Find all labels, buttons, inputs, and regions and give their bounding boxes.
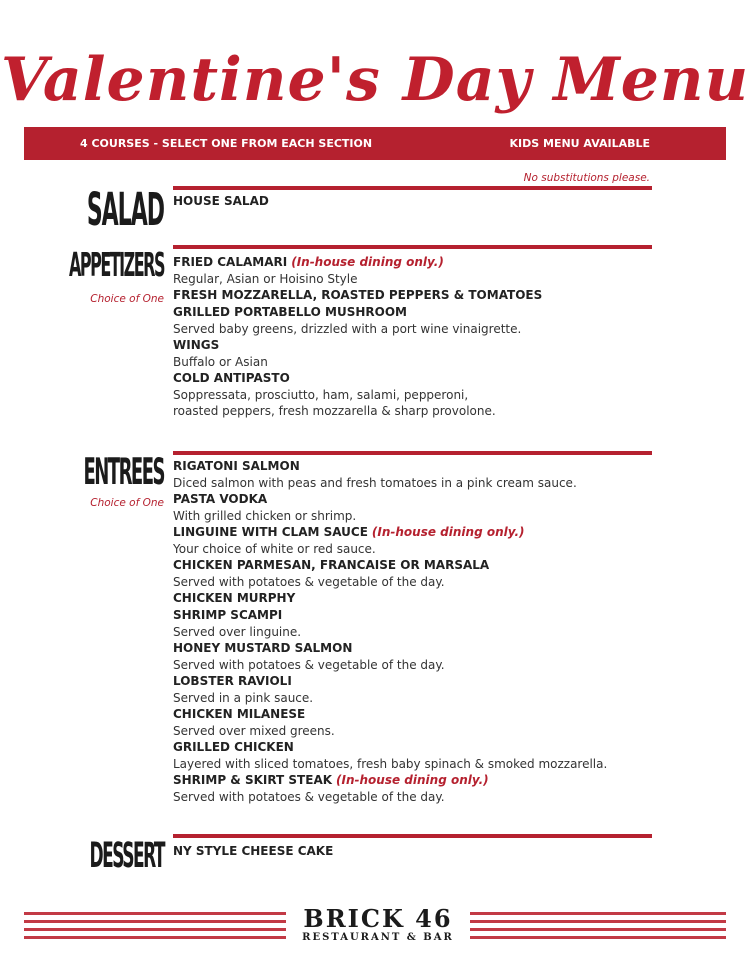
dessert-label: DESSERT (89, 836, 164, 877)
salad-divider (173, 186, 652, 190)
menu-item-desc: Buffalo or Asian (173, 355, 268, 369)
dining-note: (In-house dining only.) (371, 525, 525, 539)
stripe (470, 920, 726, 923)
menu-item-desc: Regular, Asian or Hoisino Style (173, 272, 358, 286)
menu-item-name: HOUSE SALAD (173, 194, 269, 208)
menu-item-desc: Served over mixed greens. (173, 724, 335, 738)
menu-item-desc: roasted peppers, fresh mozzarella & sharp provolone. (173, 404, 496, 418)
entrees-divider (173, 451, 652, 455)
menu-item-desc: Soppressata, prosciutto, ham, salami, pepperoni, (173, 388, 469, 402)
menu-item-name: HONEY MUSTARD SALMON (173, 641, 353, 655)
appetizers-choice: Choice of One (90, 293, 164, 305)
no-substitutions-note: No substitutions please. (523, 172, 650, 184)
logo-subtitle: RESTAURANT & BAR (302, 932, 454, 943)
appetizers-label: APPETIZERS (68, 245, 164, 284)
menu-item-desc: Served with potatoes & vegetable of the day. (173, 658, 445, 672)
menu-item-desc: With grilled chicken or shrimp. (173, 509, 357, 523)
appetizers-items (173, 254, 653, 419)
menu-item-name: CHICKEN MURPHY (173, 591, 296, 605)
menu-item-name: SHRIMP SCAMPI (173, 608, 283, 622)
dining-note: (In-house dining only.) (291, 255, 444, 269)
menu-item-desc: Layered with sliced tomatoes, fresh baby spinach & smoked mozzarella. (173, 757, 608, 771)
kids-menu-info: KIDS MENU AVAILABLE (509, 137, 650, 150)
menu-item-name: NY STYLE CHEESE CAKE (173, 844, 334, 858)
menu-item-desc: Your choice of white or red sauce. (173, 542, 376, 556)
menu-item-name: CHICKEN PARMESAN, FRANCAISE OR MARSALA (173, 558, 490, 572)
menu-item-name: FRESH MOZZARELLA, ROASTED PEPPERS & TOMATOES (173, 288, 543, 302)
menu-item-desc: Served with potatoes & vegetable of the day. (173, 790, 445, 804)
menu-item-name: GRILLED CHICKEN (173, 740, 294, 754)
stripe (470, 928, 726, 931)
menu-item-desc: Served over linguine. (173, 625, 302, 639)
menu-item-name: PASTA VODKA (173, 492, 268, 506)
menu-item-name: COLD ANTIPASTO (173, 371, 290, 385)
brick46-logo (290, 906, 466, 944)
menu-item-name: RIGATONI SALMON (173, 459, 300, 473)
salad-label: SALAD (86, 186, 164, 238)
entrees-items (173, 458, 653, 805)
menu-item-name: GRILLED PORTABELLO MUSHROOM (173, 305, 407, 319)
menu-item-name: LOBSTER RAVIOLI (173, 674, 292, 688)
dessert-divider (173, 834, 652, 838)
stripe (24, 936, 286, 939)
menu-item-name: SHRIMP & SKIRT STEAK (In-house dining only.) (173, 773, 489, 787)
dessert-items (173, 843, 653, 860)
menu-item-desc: Diced salmon with peas and fresh tomatoes in a pink cream sauce. (173, 476, 577, 490)
menu-item-name: FRIED CALAMARI (In-house dining only.) (173, 255, 444, 269)
stripe (24, 912, 286, 915)
logo-name: BRICK 46 (303, 904, 453, 933)
menu-item-name: CHICKEN MILANESE (173, 707, 306, 721)
courses-info: 4 COURSES - SELECT ONE FROM EACH SECTION (80, 137, 373, 150)
menu-item-desc: Served with potatoes & vegetable of the day. (173, 575, 445, 589)
stripe (24, 920, 286, 923)
menu-item-desc: Served baby greens, drizzled with a port wine vinaigrette. (173, 322, 522, 336)
stripe (24, 928, 286, 931)
stripe (470, 936, 726, 939)
entrees-label: ENTREES (83, 451, 164, 495)
info-banner (24, 127, 726, 160)
salad-items (173, 193, 653, 210)
entrees-choice: Choice of One (90, 497, 164, 509)
menu-item-desc: Served in a pink sauce. (173, 691, 314, 705)
stripe (470, 912, 726, 915)
menu-item-name: LINGUINE WITH CLAM SAUCE (In-house dining only.) (173, 525, 525, 539)
appetizers-divider (173, 245, 652, 249)
menu-title: Valentine's Day Menu (0, 45, 750, 115)
menu-item-name: WINGS (173, 338, 220, 352)
dining-note: (In-house dining only.) (336, 773, 489, 787)
